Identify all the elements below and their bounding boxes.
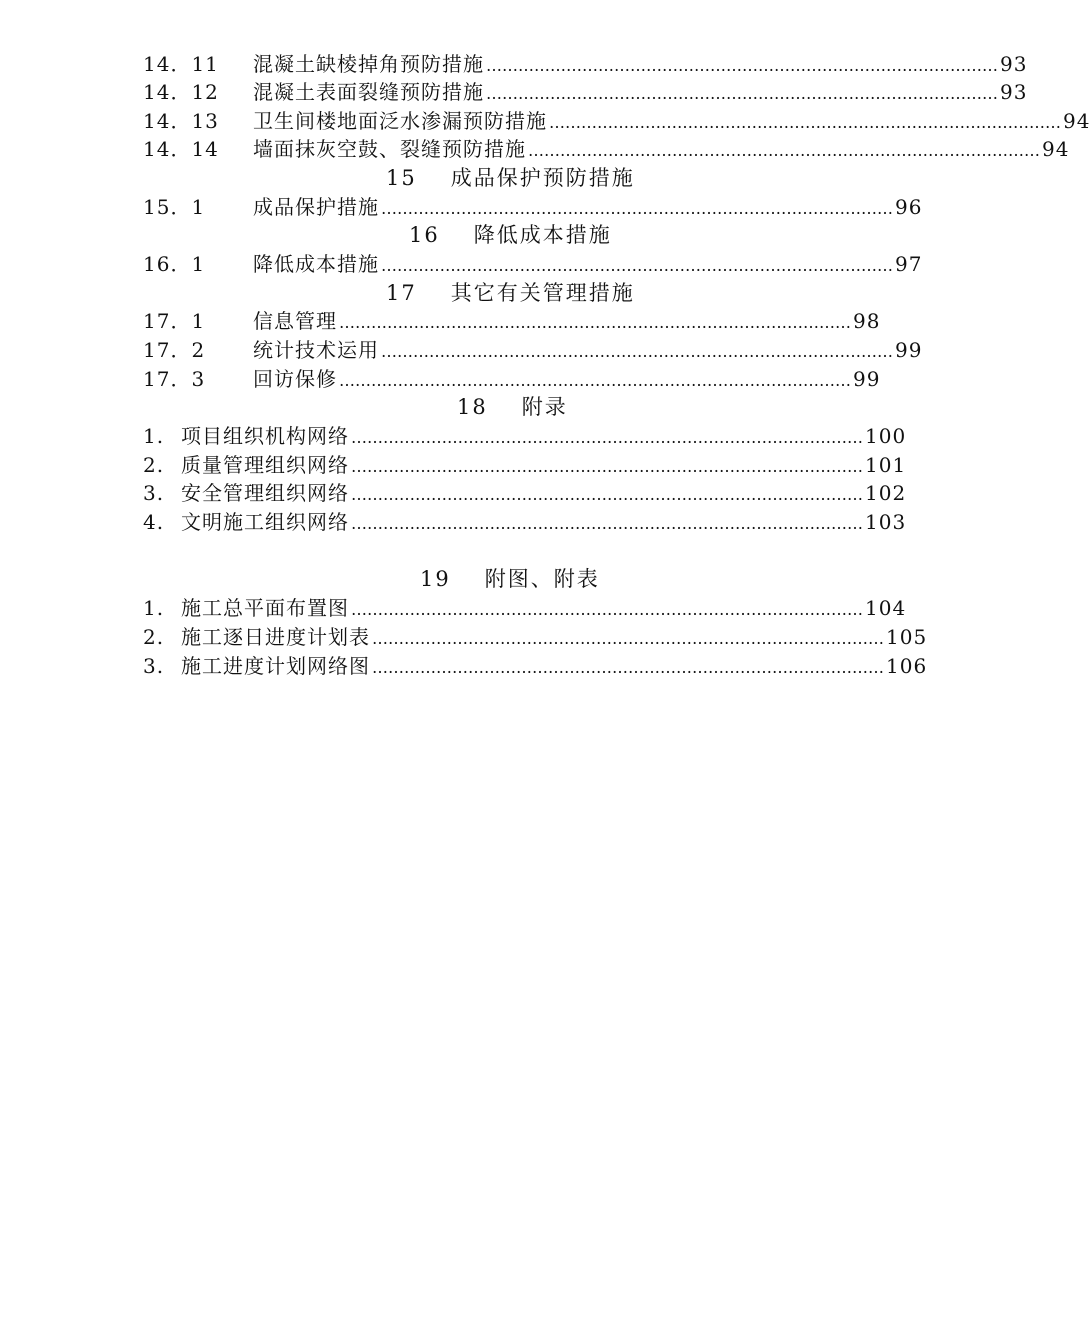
toc-entry[interactable] — [143, 508, 907, 536]
dot-leader: …………………………………………………………………………………… — [351, 457, 863, 476]
entry-title: 质量管理组织网络 — [181, 453, 349, 477]
dot-leader: …………………………………………………………………………………… — [528, 141, 1040, 160]
dot-leader: …………………………………………………………………………………… — [486, 56, 998, 75]
toc-entry[interactable] — [143, 135, 1070, 163]
toc-entry[interactable] — [143, 78, 1028, 106]
dot-leader: …………………………………………………………………………………… — [351, 600, 863, 619]
entry-number: 4. — [143, 510, 165, 534]
chapter-heading-15[interactable] — [386, 164, 806, 192]
entry-title: 施工进度计划网络图 — [181, 654, 370, 678]
entry-number: 2. — [143, 453, 165, 477]
entry-number: 14．13 — [143, 109, 219, 133]
entry-page-number: 106 — [886, 654, 928, 678]
entry-page-number: 94 — [1063, 109, 1090, 133]
chapter-heading-17[interactable] — [386, 279, 806, 307]
toc-entry[interactable] — [143, 107, 1090, 135]
dot-leader: …………………………………………………………………………………… — [381, 256, 893, 275]
dot-leader: …………………………………………………………………………………… — [351, 485, 863, 504]
entry-title: 项目组织机构网络 — [181, 424, 349, 448]
entry-title: 信息管理 — [253, 309, 337, 333]
toc-entry[interactable] — [143, 50, 1028, 78]
entry-page-number: 99 — [853, 367, 881, 391]
entry-page-number: 96 — [895, 195, 923, 219]
chapter-number: 17 — [386, 281, 417, 305]
toc-entry[interactable] — [143, 365, 881, 393]
entry-page-number: 101 — [865, 453, 907, 477]
entry-title: 回访保修 — [253, 367, 337, 391]
entry-page-number: 93 — [1000, 80, 1028, 104]
toc-entry[interactable] — [143, 193, 923, 221]
dot-leader: …………………………………………………………………………………… — [339, 313, 851, 332]
dot-leader: …………………………………………………………………………………… — [351, 514, 863, 533]
entry-title: 降低成本措施 — [253, 252, 379, 276]
chapter-title: 附图、附表 — [484, 567, 600, 591]
toc-entry[interactable] — [143, 479, 907, 507]
entry-page-number: 103 — [865, 510, 907, 534]
chapter-title: 成品保护预防措施 — [450, 166, 635, 190]
entry-number: 1. — [143, 424, 165, 448]
entry-title: 卫生间楼地面泛水渗漏预防措施 — [253, 109, 547, 133]
dot-leader: …………………………………………………………………………………… — [486, 84, 998, 103]
entry-number: 3. — [143, 481, 165, 505]
toc-entry[interactable] — [143, 336, 923, 364]
entry-page-number: 93 — [1000, 52, 1028, 76]
entry-title: 墙面抹灰空鼓、裂缝预防措施 — [253, 137, 526, 161]
entry-number: 14．14 — [143, 137, 219, 161]
chapter-heading-18[interactable] — [457, 393, 757, 421]
entry-page-number: 104 — [865, 596, 907, 620]
dot-leader: …………………………………………………………………………………… — [549, 113, 1061, 132]
dot-leader: …………………………………………………………………………………… — [372, 658, 884, 677]
dot-leader: …………………………………………………………………………………… — [351, 428, 863, 447]
entry-page-number: 98 — [853, 309, 881, 333]
entry-page-number: 102 — [865, 481, 907, 505]
entry-page-number: 97 — [895, 252, 923, 276]
chapter-title: 其它有关管理措施 — [450, 281, 635, 305]
dot-leader: …………………………………………………………………………………… — [381, 342, 893, 361]
entry-title: 文明施工组织网络 — [181, 510, 349, 534]
entry-number: 1. — [143, 596, 165, 620]
entry-number: 14．12 — [143, 80, 219, 104]
entry-number: 17．1 — [143, 309, 206, 333]
entry-number: 15．1 — [143, 195, 206, 219]
entry-title: 施工逐日进度计划表 — [181, 625, 370, 649]
toc-entry[interactable] — [143, 594, 907, 622]
chapter-number: 16 — [409, 223, 440, 247]
entry-number: 17．3 — [143, 367, 206, 391]
entry-number: 17．2 — [143, 338, 206, 362]
dot-leader: …………………………………………………………………………………… — [339, 371, 851, 390]
entry-page-number: 105 — [886, 625, 928, 649]
chapter-title: 降低成本措施 — [473, 223, 612, 247]
chapter-number: 15 — [386, 166, 417, 190]
entry-title: 统计技术运用 — [253, 338, 379, 362]
toc-entry[interactable] — [143, 250, 923, 278]
chapter-number: 19 — [420, 567, 451, 591]
entry-page-number: 100 — [865, 424, 907, 448]
chapter-title: 附录 — [521, 395, 568, 419]
entry-title: 混凝土表面裂缝预防措施 — [253, 80, 484, 104]
chapter-heading-16[interactable] — [409, 221, 809, 249]
entry-title: 混凝土缺棱掉角预防措施 — [253, 52, 484, 76]
toc-entry[interactable] — [143, 307, 881, 335]
entry-number: 16．1 — [143, 252, 206, 276]
entry-title: 安全管理组织网络 — [181, 481, 349, 505]
dot-leader: …………………………………………………………………………………… — [381, 199, 893, 218]
entry-number: 3. — [143, 654, 165, 678]
entry-number: 14．11 — [143, 52, 219, 76]
entry-page-number: 94 — [1042, 137, 1070, 161]
toc-entry[interactable] — [143, 652, 928, 680]
toc-entry[interactable] — [143, 623, 928, 651]
toc-entry[interactable] — [143, 422, 907, 450]
entry-page-number: 99 — [895, 338, 923, 362]
chapter-heading-19[interactable] — [420, 565, 800, 593]
toc-entry[interactable] — [143, 451, 907, 479]
dot-leader: …………………………………………………………………………………… — [372, 629, 884, 648]
entry-title: 施工总平面布置图 — [181, 596, 349, 620]
chapter-number: 18 — [457, 395, 488, 419]
entry-title: 成品保护措施 — [253, 195, 379, 219]
entry-number: 2. — [143, 625, 165, 649]
